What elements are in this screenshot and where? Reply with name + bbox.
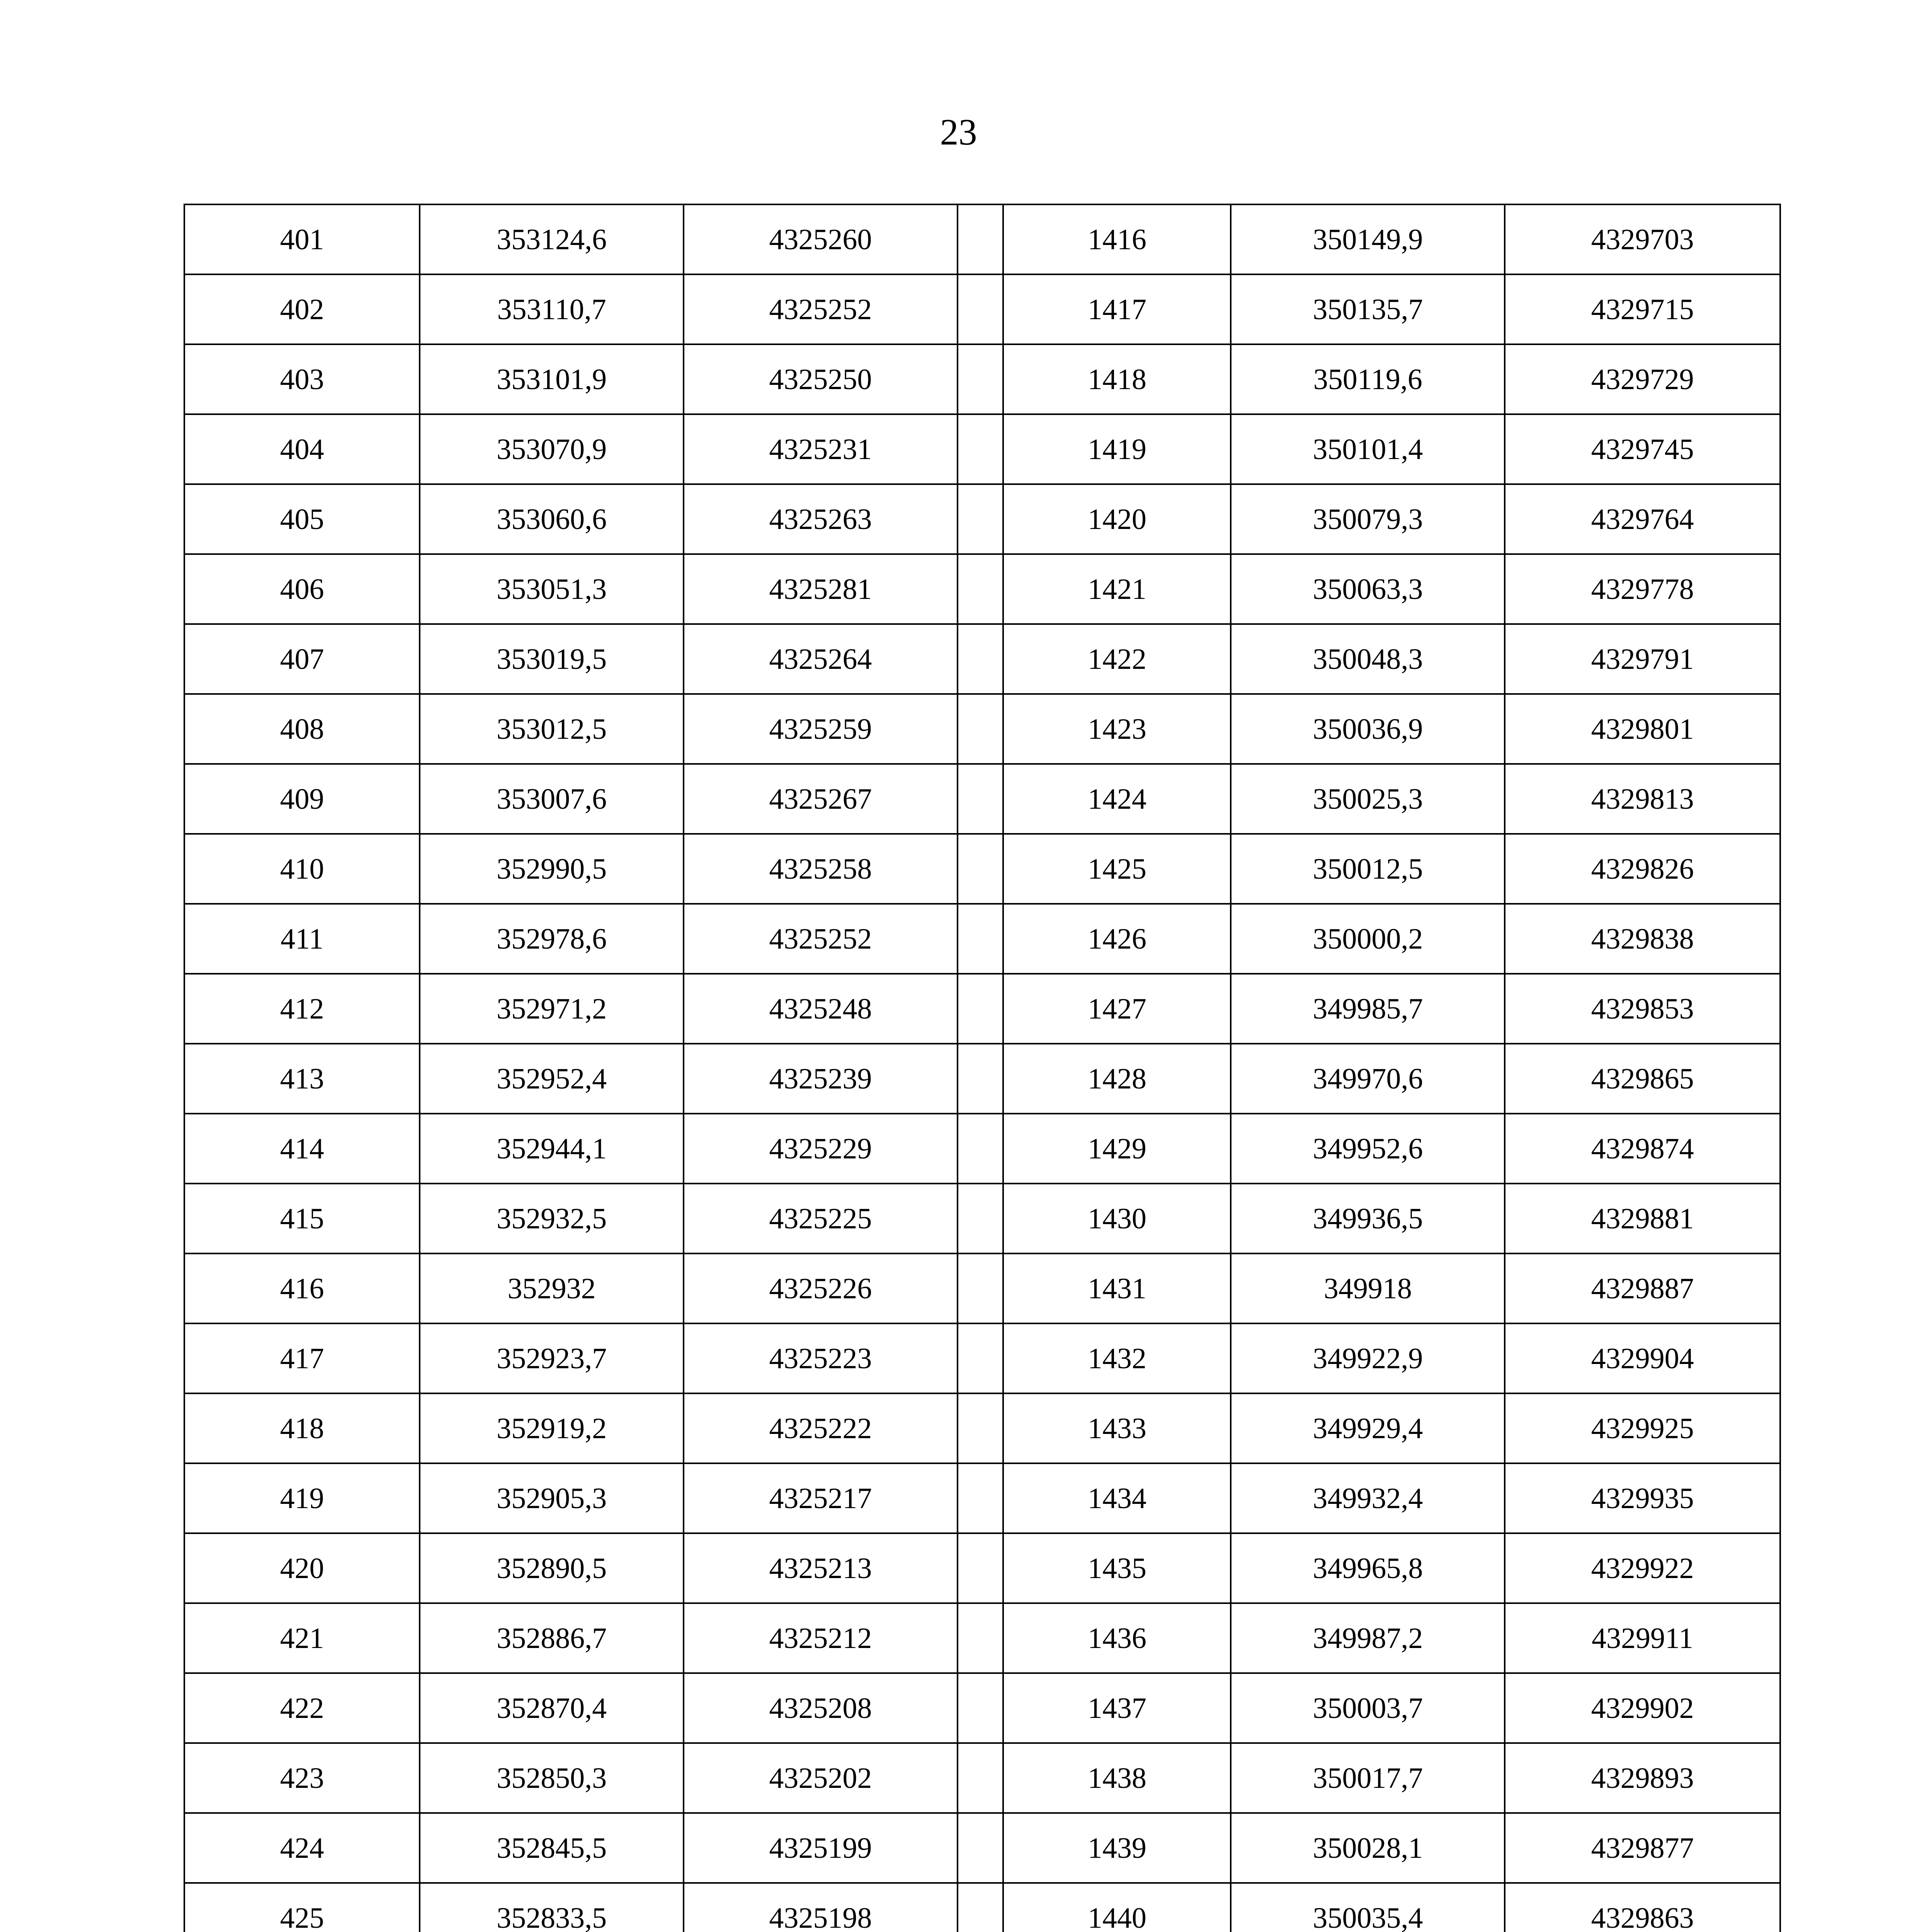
left-y-coordinate-cell: 4325199 (684, 1813, 958, 1883)
column-gap-cell (958, 204, 1003, 274)
right-y-coordinate-cell: 4329764 (1505, 484, 1780, 554)
right-point-number-cell: 1426 (1003, 904, 1231, 974)
right-point-number-cell: 1432 (1003, 1323, 1231, 1393)
right-y-coordinate-cell: 4329813 (1505, 764, 1780, 834)
left-y-coordinate-cell: 4325222 (684, 1393, 958, 1463)
left-x-coordinate-cell: 352833,5 (420, 1883, 684, 1932)
right-point-number-cell: 1421 (1003, 554, 1231, 624)
right-point-number-cell: 1417 (1003, 274, 1231, 344)
right-x-coordinate-cell: 350028,1 (1231, 1813, 1505, 1883)
left-x-coordinate-cell: 353007,6 (420, 764, 684, 834)
left-x-coordinate-cell: 352932,5 (420, 1184, 684, 1253)
column-gap-cell (958, 414, 1003, 484)
right-point-number-cell: 1416 (1003, 204, 1231, 274)
right-x-coordinate-cell: 350135,7 (1231, 274, 1505, 344)
column-gap-cell (958, 1533, 1003, 1603)
right-point-number-cell: 1428 (1003, 1044, 1231, 1114)
table-row (184, 1253, 1780, 1323)
right-y-coordinate-cell: 4329853 (1505, 974, 1780, 1044)
right-point-number-cell: 1436 (1003, 1603, 1231, 1673)
right-x-coordinate-cell: 350003,7 (1231, 1673, 1505, 1743)
left-x-coordinate-cell: 353012,5 (420, 694, 684, 764)
right-y-coordinate-cell: 4329778 (1505, 554, 1780, 624)
column-gap-cell (958, 834, 1003, 904)
left-point-number-cell: 405 (184, 484, 420, 554)
left-x-coordinate-cell: 352886,7 (420, 1603, 684, 1673)
left-point-number-cell: 421 (184, 1603, 420, 1673)
right-y-coordinate-cell: 4329904 (1505, 1323, 1780, 1393)
left-x-coordinate-cell: 352978,6 (420, 904, 684, 974)
left-x-coordinate-cell: 353060,6 (420, 484, 684, 554)
right-point-number-cell: 1434 (1003, 1463, 1231, 1533)
left-y-coordinate-cell: 4325225 (684, 1184, 958, 1253)
right-point-number-cell: 1440 (1003, 1883, 1231, 1932)
left-y-coordinate-cell: 4325212 (684, 1603, 958, 1673)
column-gap-cell (958, 1323, 1003, 1393)
right-point-number-cell: 1429 (1003, 1114, 1231, 1184)
column-gap-cell (958, 974, 1003, 1044)
left-point-number-cell: 406 (184, 554, 420, 624)
left-point-number-cell: 410 (184, 834, 420, 904)
right-x-coordinate-cell: 349918 (1231, 1253, 1505, 1323)
left-x-coordinate-cell: 353019,5 (420, 624, 684, 694)
table-row (184, 624, 1780, 694)
right-y-coordinate-cell: 4329925 (1505, 1393, 1780, 1463)
column-gap-cell (958, 484, 1003, 554)
column-gap-cell (958, 1393, 1003, 1463)
right-x-coordinate-cell: 350079,3 (1231, 484, 1505, 554)
right-point-number-cell: 1438 (1003, 1743, 1231, 1813)
left-point-number-cell: 404 (184, 414, 420, 484)
right-x-coordinate-cell: 350119,6 (1231, 344, 1505, 414)
left-point-number-cell: 424 (184, 1813, 420, 1883)
column-gap-cell (958, 1743, 1003, 1813)
left-y-coordinate-cell: 4325208 (684, 1673, 958, 1743)
table-row (184, 1044, 1780, 1114)
left-y-coordinate-cell: 4325226 (684, 1253, 958, 1323)
right-point-number-cell: 1433 (1003, 1393, 1231, 1463)
right-point-number-cell: 1422 (1003, 624, 1231, 694)
right-point-number-cell: 1437 (1003, 1673, 1231, 1743)
left-point-number-cell: 402 (184, 274, 420, 344)
left-point-number-cell: 417 (184, 1323, 420, 1393)
column-gap-cell (958, 1603, 1003, 1673)
left-point-number-cell: 420 (184, 1533, 420, 1603)
right-x-coordinate-cell: 350101,4 (1231, 414, 1505, 484)
coordinates-table-body (184, 204, 1780, 1932)
column-gap-cell (958, 764, 1003, 834)
right-x-coordinate-cell: 349965,8 (1231, 1533, 1505, 1603)
table-row (184, 1603, 1780, 1673)
left-point-number-cell: 412 (184, 974, 420, 1044)
table-row (184, 1813, 1780, 1883)
table-row (184, 484, 1780, 554)
left-point-number-cell: 414 (184, 1114, 420, 1184)
right-x-coordinate-cell: 350012,5 (1231, 834, 1505, 904)
left-y-coordinate-cell: 4325223 (684, 1323, 958, 1393)
left-point-number-cell: 425 (184, 1883, 420, 1932)
right-y-coordinate-cell: 4329729 (1505, 344, 1780, 414)
left-y-coordinate-cell: 4325260 (684, 204, 958, 274)
left-x-coordinate-cell: 352870,4 (420, 1673, 684, 1743)
left-x-coordinate-cell: 352890,5 (420, 1533, 684, 1603)
right-point-number-cell: 1423 (1003, 694, 1231, 764)
left-point-number-cell: 413 (184, 1044, 420, 1114)
column-gap-cell (958, 274, 1003, 344)
left-x-coordinate-cell: 352850,3 (420, 1743, 684, 1813)
left-x-coordinate-cell: 352932 (420, 1253, 684, 1323)
left-y-coordinate-cell: 4325263 (684, 484, 958, 554)
left-point-number-cell: 401 (184, 204, 420, 274)
right-y-coordinate-cell: 4329935 (1505, 1463, 1780, 1533)
left-x-coordinate-cell: 352919,2 (420, 1393, 684, 1463)
left-point-number-cell: 418 (184, 1393, 420, 1463)
left-y-coordinate-cell: 4325239 (684, 1044, 958, 1114)
column-gap-cell (958, 1184, 1003, 1253)
right-x-coordinate-cell: 349952,6 (1231, 1114, 1505, 1184)
column-gap-cell (958, 1114, 1003, 1184)
right-point-number-cell: 1419 (1003, 414, 1231, 484)
left-x-coordinate-cell: 352971,2 (420, 974, 684, 1044)
column-gap-cell (958, 1463, 1003, 1533)
right-point-number-cell: 1435 (1003, 1533, 1231, 1603)
table-row (184, 1393, 1780, 1463)
left-y-coordinate-cell: 4325250 (684, 344, 958, 414)
right-y-coordinate-cell: 4329877 (1505, 1813, 1780, 1883)
column-gap-cell (958, 344, 1003, 414)
right-y-coordinate-cell: 4329881 (1505, 1184, 1780, 1253)
right-y-coordinate-cell: 4329791 (1505, 624, 1780, 694)
table-row (184, 274, 1780, 344)
left-y-coordinate-cell: 4325198 (684, 1883, 958, 1932)
table-row (184, 1883, 1780, 1932)
left-point-number-cell: 415 (184, 1184, 420, 1253)
left-y-coordinate-cell: 4325202 (684, 1743, 958, 1813)
left-x-coordinate-cell: 352952,4 (420, 1044, 684, 1114)
column-gap-cell (958, 904, 1003, 974)
left-point-number-cell: 409 (184, 764, 420, 834)
right-x-coordinate-cell: 349970,6 (1231, 1044, 1505, 1114)
column-gap-cell (958, 1253, 1003, 1323)
right-y-coordinate-cell: 4329865 (1505, 1044, 1780, 1114)
right-y-coordinate-cell: 4329715 (1505, 274, 1780, 344)
left-y-coordinate-cell: 4325252 (684, 904, 958, 974)
table-row (184, 764, 1780, 834)
right-y-coordinate-cell: 4329922 (1505, 1533, 1780, 1603)
page-number: 23 (940, 111, 977, 153)
left-y-coordinate-cell: 4325213 (684, 1533, 958, 1603)
table-row (184, 414, 1780, 484)
right-y-coordinate-cell: 4329911 (1505, 1603, 1780, 1673)
column-gap-cell (958, 1813, 1003, 1883)
left-y-coordinate-cell: 4325248 (684, 974, 958, 1044)
left-point-number-cell: 423 (184, 1743, 420, 1813)
right-x-coordinate-cell: 350000,2 (1231, 904, 1505, 974)
right-x-coordinate-cell: 350017,7 (1231, 1743, 1505, 1813)
column-gap-cell (958, 694, 1003, 764)
left-x-coordinate-cell: 352905,3 (420, 1463, 684, 1533)
left-x-coordinate-cell: 352845,5 (420, 1813, 684, 1883)
right-x-coordinate-cell: 349936,5 (1231, 1184, 1505, 1253)
left-y-coordinate-cell: 4325231 (684, 414, 958, 484)
table-row (184, 204, 1780, 274)
table-row (184, 1114, 1780, 1184)
left-y-coordinate-cell: 4325217 (684, 1463, 958, 1533)
right-point-number-cell: 1418 (1003, 344, 1231, 414)
left-y-coordinate-cell: 4325229 (684, 1114, 958, 1184)
left-point-number-cell: 408 (184, 694, 420, 764)
right-point-number-cell: 1427 (1003, 974, 1231, 1044)
right-x-coordinate-cell: 350149,9 (1231, 204, 1505, 274)
table-row (184, 694, 1780, 764)
right-y-coordinate-cell: 4329826 (1505, 834, 1780, 904)
right-x-coordinate-cell: 350025,3 (1231, 764, 1505, 834)
right-point-number-cell: 1420 (1003, 484, 1231, 554)
left-x-coordinate-cell: 353110,7 (420, 274, 684, 344)
right-x-coordinate-cell: 349987,2 (1231, 1603, 1505, 1673)
right-point-number-cell: 1430 (1003, 1184, 1231, 1253)
table-row (184, 1323, 1780, 1393)
right-y-coordinate-cell: 4329801 (1505, 694, 1780, 764)
right-y-coordinate-cell: 4329703 (1505, 204, 1780, 274)
table-row (184, 1184, 1780, 1253)
right-x-coordinate-cell: 350048,3 (1231, 624, 1505, 694)
left-x-coordinate-cell: 352923,7 (420, 1323, 684, 1393)
right-y-coordinate-cell: 4329863 (1505, 1883, 1780, 1932)
left-point-number-cell: 411 (184, 904, 420, 974)
column-gap-cell (958, 1044, 1003, 1114)
column-gap-cell (958, 624, 1003, 694)
left-x-coordinate-cell: 353070,9 (420, 414, 684, 484)
right-y-coordinate-cell: 4329838 (1505, 904, 1780, 974)
right-point-number-cell: 1439 (1003, 1813, 1231, 1883)
right-point-number-cell: 1425 (1003, 834, 1231, 904)
right-x-coordinate-cell: 349985,7 (1231, 974, 1505, 1044)
left-x-coordinate-cell: 353051,3 (420, 554, 684, 624)
right-y-coordinate-cell: 4329745 (1505, 414, 1780, 484)
left-point-number-cell: 416 (184, 1253, 420, 1323)
right-y-coordinate-cell: 4329874 (1505, 1114, 1780, 1184)
column-gap-cell (958, 554, 1003, 624)
right-x-coordinate-cell: 350036,9 (1231, 694, 1505, 764)
left-y-coordinate-cell: 4325264 (684, 624, 958, 694)
right-x-coordinate-cell: 349922,9 (1231, 1323, 1505, 1393)
table-row (184, 554, 1780, 624)
table-row (184, 834, 1780, 904)
left-point-number-cell: 403 (184, 344, 420, 414)
left-y-coordinate-cell: 4325281 (684, 554, 958, 624)
coordinates-table (184, 204, 1781, 1932)
table-row (184, 974, 1780, 1044)
left-x-coordinate-cell: 352944,1 (420, 1114, 684, 1184)
right-point-number-cell: 1424 (1003, 764, 1231, 834)
right-x-coordinate-cell: 349932,4 (1231, 1463, 1505, 1533)
right-point-number-cell: 1431 (1003, 1253, 1231, 1323)
right-y-coordinate-cell: 4329902 (1505, 1673, 1780, 1743)
left-y-coordinate-cell: 4325259 (684, 694, 958, 764)
table-row (184, 344, 1780, 414)
right-x-coordinate-cell: 350035,4 (1231, 1883, 1505, 1932)
left-y-coordinate-cell: 4325267 (684, 764, 958, 834)
left-x-coordinate-cell: 353101,9 (420, 344, 684, 414)
left-point-number-cell: 407 (184, 624, 420, 694)
left-y-coordinate-cell: 4325258 (684, 834, 958, 904)
table-row (184, 1533, 1780, 1603)
left-point-number-cell: 422 (184, 1673, 420, 1743)
right-y-coordinate-cell: 4329887 (1505, 1253, 1780, 1323)
right-y-coordinate-cell: 4329893 (1505, 1743, 1780, 1813)
table-row (184, 1743, 1780, 1813)
table-row (184, 1463, 1780, 1533)
table-row (184, 904, 1780, 974)
left-point-number-cell: 419 (184, 1463, 420, 1533)
column-gap-cell (958, 1673, 1003, 1743)
column-gap-cell (958, 1883, 1003, 1932)
right-x-coordinate-cell: 350063,3 (1231, 554, 1505, 624)
left-x-coordinate-cell: 352990,5 (420, 834, 684, 904)
right-x-coordinate-cell: 349929,4 (1231, 1393, 1505, 1463)
table-row (184, 1673, 1780, 1743)
left-y-coordinate-cell: 4325252 (684, 274, 958, 344)
left-x-coordinate-cell: 353124,6 (420, 204, 684, 274)
